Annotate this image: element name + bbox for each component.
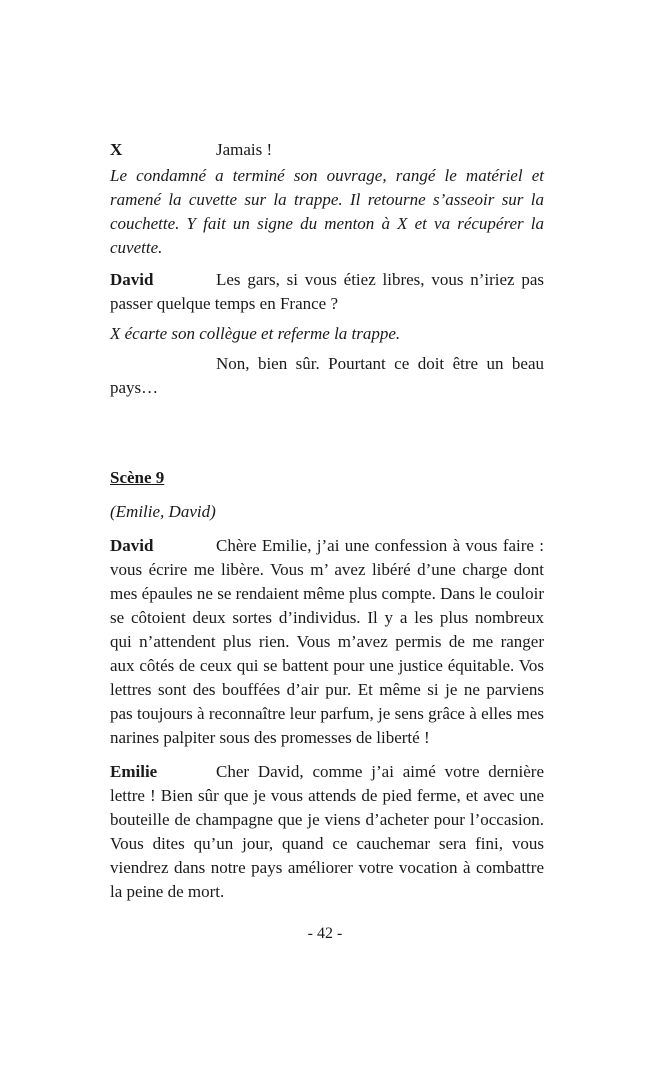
speaker-name: David bbox=[110, 536, 154, 555]
dialogue-emilie-letter bbox=[110, 760, 544, 904]
page-content bbox=[110, 138, 544, 904]
stage-direction: Le condamné a terminé son ouvrage, rangé le matériel et ramené la cuvette sur la trappe. Il retourne s’asseoir sur la couchette. Y fait un signe du menton à X et va récupérer la cuvette. bbox=[110, 166, 544, 257]
speaker-name: David bbox=[110, 270, 154, 289]
dialogue-text: Les gars, si vous étiez libres, vous n’iriez pas passer quelque temps en France ? bbox=[110, 270, 544, 313]
scene-title: Scène 9 bbox=[110, 468, 165, 487]
page-number: - 42 - bbox=[307, 925, 343, 942]
speaker-name: X bbox=[110, 140, 123, 159]
dialogue-continuation bbox=[110, 352, 544, 400]
dialogue-david bbox=[110, 268, 544, 316]
dialogue-text: Cher David, comme j’ai aimé votre dernière lettre ! Bien sûr que je vous attends de pied ferme, et avec une bouteille de champagne que je viens d’acheter pour l’occasion. Vous dites qu’un jour, quand ce cauchemar sera fini, vous viendrez dans notre pays améliorer votre vocation à combattre la peine de mort. bbox=[110, 762, 544, 901]
speaker-name: Emilie bbox=[110, 762, 158, 781]
dialogue-david-letter bbox=[110, 534, 544, 750]
dialogue-text: Non, bien sûr. Pourtant ce doit être un beau pays… bbox=[110, 354, 544, 397]
scene-characters: (Emilie, David) bbox=[110, 502, 216, 521]
dialogue-x-jamais bbox=[110, 138, 544, 162]
dialogue-text: Jamais ! bbox=[216, 140, 273, 159]
stage-direction: X écarte son collègue et referme la trappe. bbox=[110, 324, 401, 343]
dialogue-text: Chère Emilie, j’ai une confession à vous faire : vous écrire me libère. Vous m’ avez libéré d’une charge dont mes épaules ne se rendaient même plus compte. Dans le couloir se côtoient deux sortes d’individus. Il y a les plus nombreux qui n’attendent plus rien. Vous m’avez permis de me ranger aux côtés de ceux qui se battent pour une justice équitable. Vos lettres sont des bouffées d’air pur. Et même si je ne parviens pas toujours à reconnaître leur parfum, je sens grâce à elles mes narines palpiter sous des promesses de liberté ! bbox=[110, 536, 544, 747]
